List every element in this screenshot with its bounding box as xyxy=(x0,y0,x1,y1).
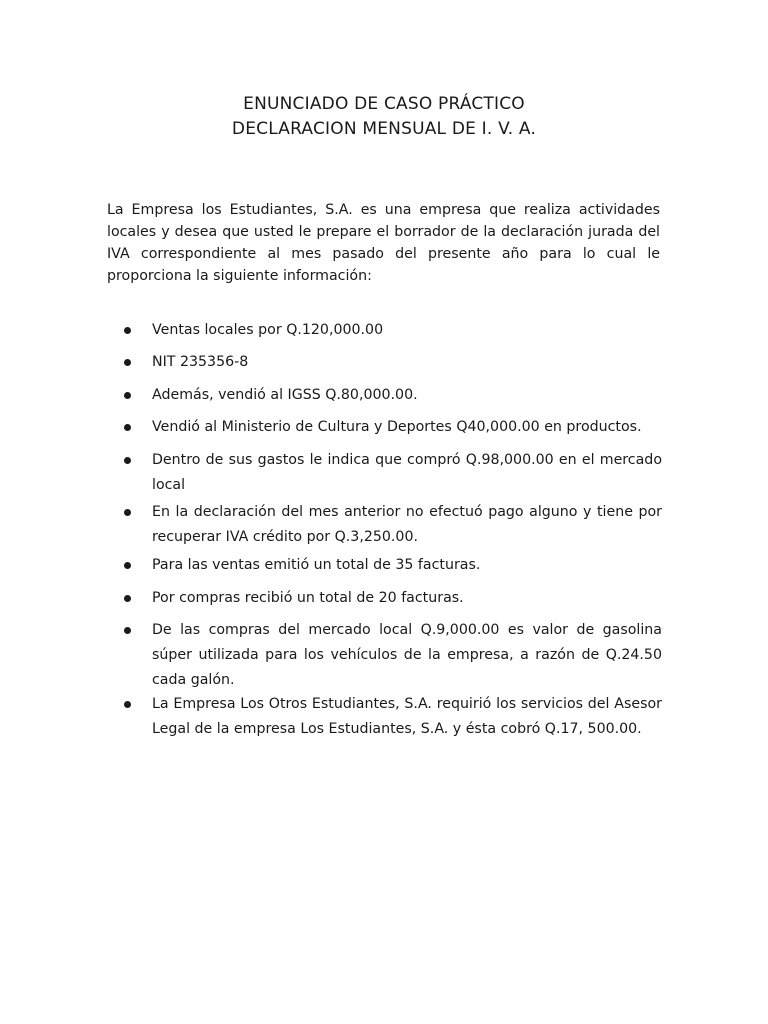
bullet-icon xyxy=(124,701,131,708)
bullet-icon xyxy=(124,627,131,634)
list-item-text: Por compras recibió un total de 20 facturas. xyxy=(152,590,464,606)
bullet-icon xyxy=(124,457,131,464)
document-title xyxy=(0,92,768,142)
list-item-text: De las compras del mercado local Q.9,000.00 es valor de gasolina súper utilizada para los vehículos de la empresa, a razón de Q.24.50 cada galón. xyxy=(152,622,662,688)
list-item-text: La Empresa Los Otros Estudiantes, S.A. requirió los servicios del Asesor Legal de la empresa Los Estudiantes, S.A. y ésta cobró Q.17, 500.00. xyxy=(152,696,662,737)
list-item xyxy=(124,318,662,343)
list-item xyxy=(124,383,662,408)
list-item xyxy=(124,586,662,611)
list-item-text: NIT 235356-8 xyxy=(152,354,249,370)
bullet-icon xyxy=(124,595,131,602)
list-item xyxy=(124,415,662,440)
list-item-text: Dentro de sus gastos le indica que compró Q.98,000.00 en el mercado local xyxy=(152,452,662,493)
bullet-icon xyxy=(124,327,131,334)
list-item xyxy=(124,350,662,375)
list-item xyxy=(124,448,662,498)
list-item-text: En la declaración del mes anterior no efectuó pago alguno y tiene por recuperar IVA crédito por Q.3,250.00. xyxy=(152,504,662,545)
bullet-icon xyxy=(124,392,131,399)
list-item xyxy=(124,618,662,693)
title-line-2: DECLARACION MENSUAL DE I. V. A. xyxy=(231,119,537,139)
list-item-text: Para las ventas emitió un total de 35 facturas. xyxy=(152,557,481,573)
list-item xyxy=(124,500,662,550)
list-item-text: Ventas locales por Q.120,000.00 xyxy=(152,322,384,338)
bullet-icon xyxy=(124,509,131,516)
intro-paragraph: La Empresa los Estudiantes, S.A. es una empresa que realiza actividades locales y desea que usted le prepare el borrador de la declaración jurada del IVA correspondiente al mes pasado del presente año para lo cual le proporciona la siguiente información: xyxy=(107,202,660,285)
list-item-text: Además, vendió al IGSS Q.80,000.00. xyxy=(152,387,418,403)
title-line-1: ENUNCIADO DE CASO PRÁCTICO xyxy=(243,94,525,114)
bullet-icon xyxy=(124,359,131,366)
bullet-icon xyxy=(124,562,131,569)
list-item xyxy=(124,553,662,578)
list-item xyxy=(124,692,662,742)
bullet-icon xyxy=(124,424,131,431)
list-item-text: Vendió al Ministerio de Cultura y Deportes Q40,000.00 en productos. xyxy=(152,419,642,435)
